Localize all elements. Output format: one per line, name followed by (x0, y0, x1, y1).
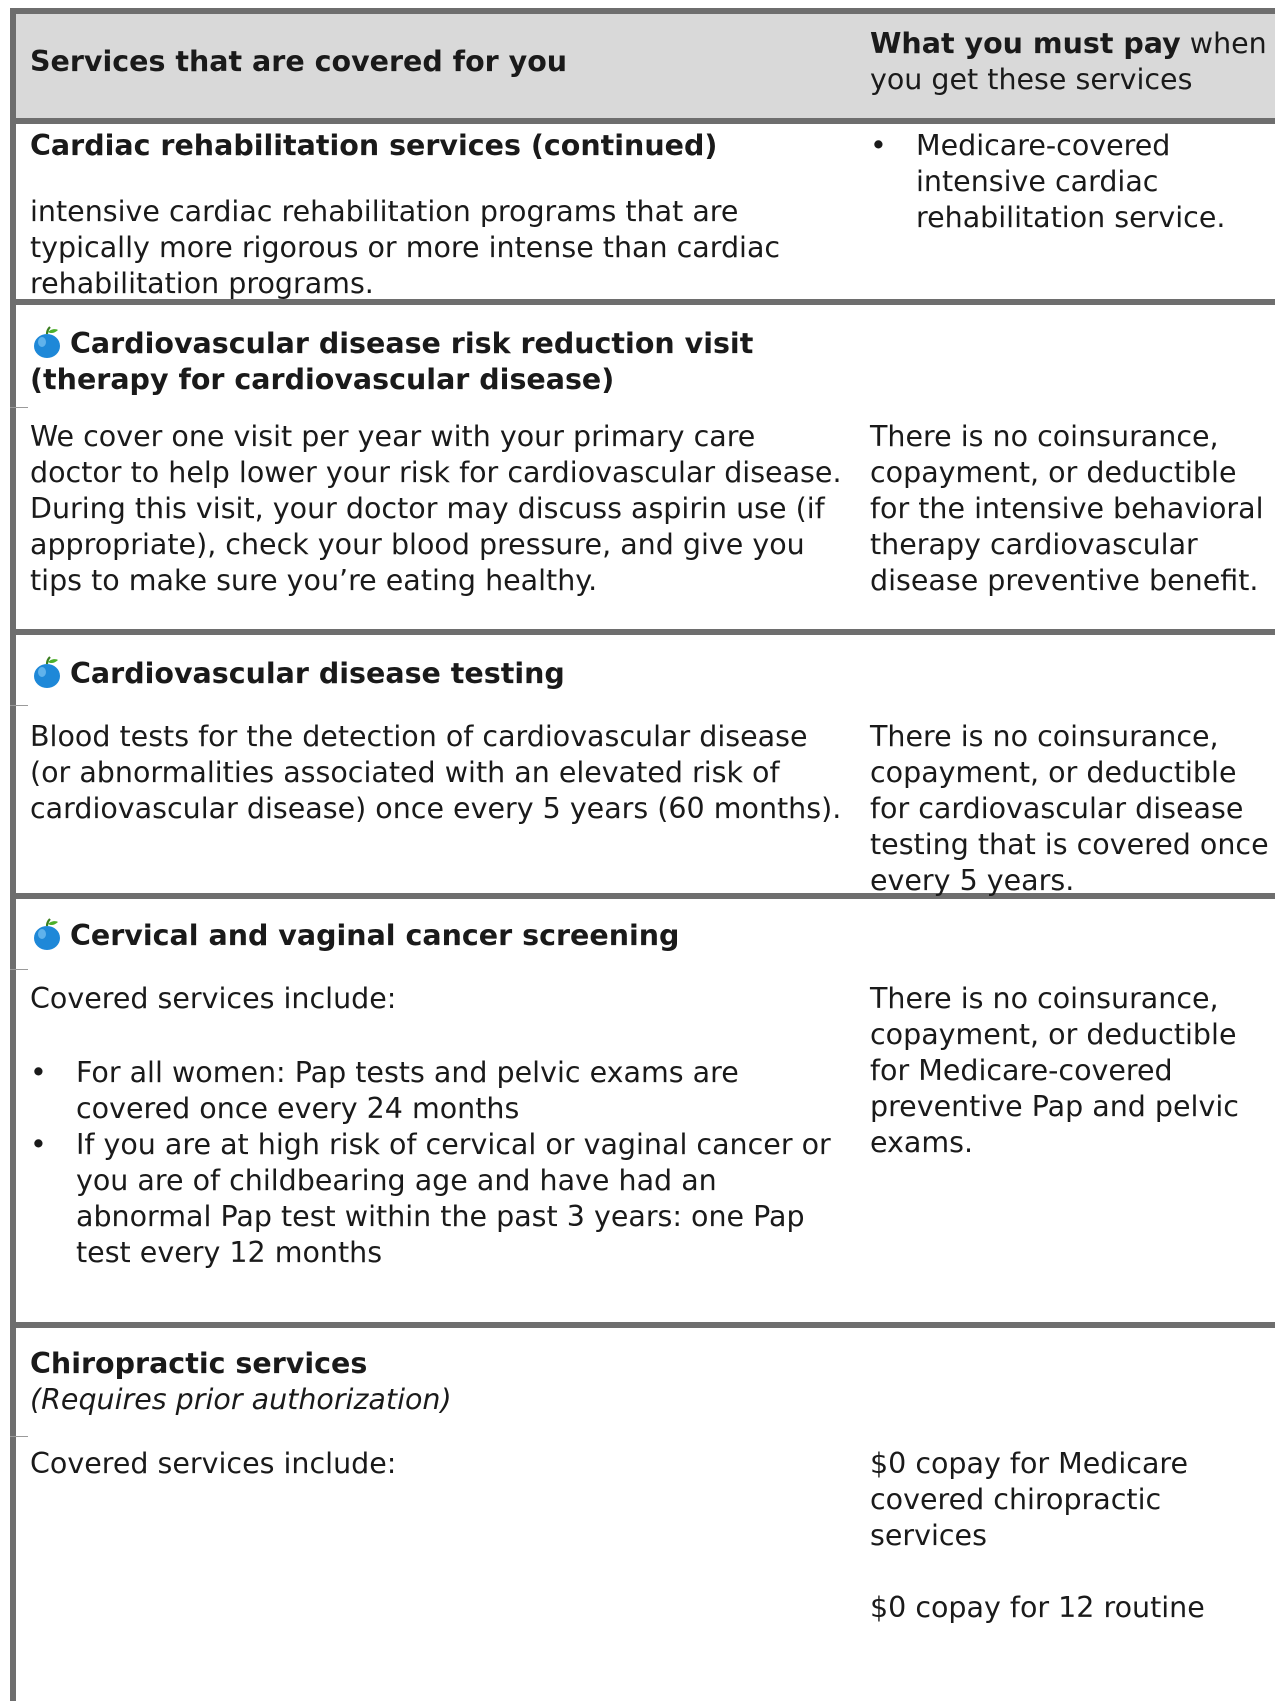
list-item: • If you are at high risk of cervical or vaginal cancer or you are of childbearing age and have had an abnormal Pap test within the past 3 years: one Pap test every 12 months (30, 1127, 850, 1271)
row-title-text: Cardiovascular disease risk reduction visit (therapy for cardiovascular disease) (30, 327, 754, 396)
row-intro: Covered services include: (30, 1447, 397, 1480)
payment-bullet: • Medicare-covered intensive cardiac rehabilitation service. (870, 128, 1275, 236)
apple-preventive-icon (30, 655, 64, 689)
header-payment-rest: when you get these services (870, 27, 1267, 96)
row-intro: Covered services include: (30, 982, 397, 1015)
header-payment (870, 26, 1275, 98)
apple-preventive-icon (30, 325, 64, 359)
row-title (30, 655, 850, 692)
payment-text: $0 copay for Medicare covered chiropractic services (870, 1447, 1189, 1552)
header-payment-bold: What you must pay (870, 27, 1181, 60)
apple-preventive-icon (30, 917, 64, 951)
header-services: Services that are covered for you (30, 45, 568, 78)
payment-text: There is no coinsurance, copayment, or deductible for cardiovascular disease testing that is covered once every 5 years. (870, 720, 1269, 897)
row-title-text: Cervical and vaginal cancer screening (70, 919, 680, 952)
benefits-table (10, 8, 1275, 1701)
table-row (16, 635, 1275, 899)
table-row (16, 899, 1275, 1328)
row-title-text: Cardiovascular disease testing (70, 657, 565, 690)
row-subtitle: (Requires prior authorization) (30, 1383, 452, 1416)
row-body: intensive cardiac rehabilitation programs that are typically more rigorous or more intense than cardiac rehabilitation programs. (30, 195, 781, 300)
payment-bullets (870, 128, 1275, 236)
coverage-bullets (30, 1055, 850, 1271)
row-title: Chiropractic services (30, 1347, 368, 1380)
table-row (16, 305, 1275, 635)
payment-text: $0 copay for 12 routine (870, 1591, 1205, 1624)
payment-text: There is no coinsurance, copayment, or deductible for Medicare-covered preventive Pap and pelvic exams. (870, 982, 1239, 1159)
row-title (30, 917, 850, 954)
table-row (16, 1328, 1275, 1707)
row-title (30, 325, 850, 398)
payment-text: There is no coinsurance, copayment, or deductible for the intensive behavioral therapy cardiovascular disease preventive benefit. (870, 420, 1264, 597)
table-header (16, 14, 1275, 124)
row-body: Blood tests for the detection of cardiovascular disease (or abnormalities associated with an elevated risk of cardiovascular disease) once every 5 years (60 months). (30, 720, 842, 825)
row-title: Cardiac rehabilitation services (continued) (30, 129, 718, 162)
list-item: • For all women: Pap tests and pelvic exams are covered once every 24 months (30, 1055, 850, 1127)
table-row (16, 124, 1275, 305)
row-body: We cover one visit per year with your primary care doctor to help lower your risk for cardiovascular disease. During this visit, your doctor may discuss aspirin use (if appropriate), check your blood pressure, and give you tips to make sure you’re eating healthy. (30, 420, 842, 597)
